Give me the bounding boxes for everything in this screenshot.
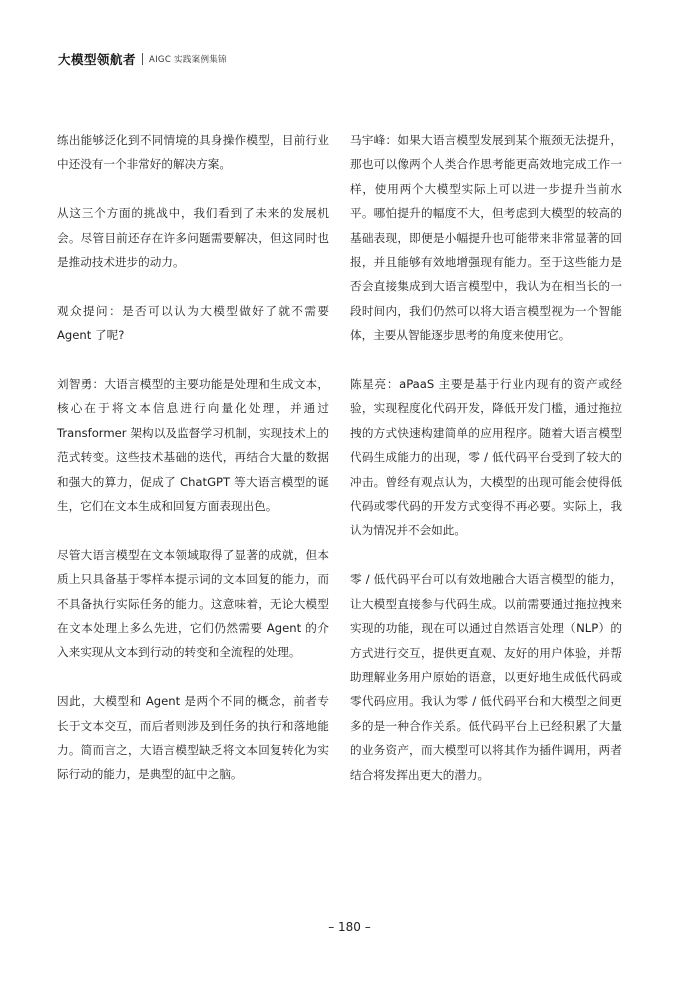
page-number: – 180 –	[328, 920, 371, 934]
right-paragraph-3: 零 / 低代码平台可以有效地融合大语言模型的能力，让大模型直接参与代码生成。以前需要通过拖拉拽来实现的功能，现在可以通过自然语言处理（NLP）的方式进行交互，提供更直观、友好的用户体验，并帮助理解业务用户原始的语意，以更好地生成低代码或零代码应用。我认为零 / 低代码平台和大模型之间更多的是一种合作关系。低代码平台上已经积累了大量的业务资产，而大模型可以将其作为插件调用，两者结合将发挥出更大的潜力。	[350, 572, 622, 782]
header-subtitle: AIGC 实践案例集锦	[149, 55, 227, 65]
header-divider	[142, 53, 143, 65]
page-header	[58, 50, 227, 68]
right-column	[350, 128, 622, 787]
left-paragraph-1: 练出能够泛化到不同情境的具身操作模型，目前行业中还没有一个非常好的解决方案。	[57, 133, 329, 172]
left-paragraph-2: 从这三个方面的挑战中，我们看到了未来的发展机会。尽管目前还存在许多问题需要解决，但这同时也是推动技术进步的动力。	[57, 206, 329, 270]
right-paragraph-chen-xingliang: 陈星亮：aPaaS 主要是基于行业内现有的资产或经验，实现程度化代码开发，降低开发门槛，通过拖拉拽的方式快速构建简单的应用程序。随着大语言模型代码生成能力的出现，零 / 低代码平台受到了较大的冲击。曾经有观点认为，大模型的出现可能会使得低代码或零代码的开发方式变得不再必要。实际上，我认为情况并不会如此。	[350, 377, 622, 538]
left-paragraph-liu-zhiyong: 刘智勇：大语言模型的主要功能是处理和生成文本，核心在于将文本信息进行向量化处理，并通过 Transformer 架构以及监督学习机制，实现技术上的范式转变。这些技术基础的迭代，再结合大量的数据和强大的算力，促成了 ChatGPT 等大语言模型的诞生，它们在文本生成和回复方面表现出色。	[57, 377, 329, 514]
audience-question: 观众提问：是否可以认为大模型做好了就不需要 Agent 了呢?	[57, 303, 329, 343]
left-paragraph-5: 尽管大语言模型在文本领域取得了显著的成就，但本质上只具备基于零样本提示词的文本回复的能力，而不具备执行实际任务的能力。这意味着，无论大模型在文本处理上多么先进，它们仍然需要 Agent 的介入来实现从文本到行动的转变和全流程的处理。	[57, 547, 329, 660]
left-column	[57, 128, 329, 787]
right-paragraph-ma-yufeng: 马宇峰：如果大语言模型发展到某个瓶颈无法提升，那也可以像两个人类合作思考能更高效地完成工作一样，使用两个大模型实际上可以进一步提升当前水平。哪怕提升的幅度不大，但考虑到大模型的较高的基础表现，即便是小幅提升也可能带来非常显著的回报，并且能够有效地增强现有能力。至于这些能力是否会直接集成到大语言模型中，我认为在相当长的一段时间内，我们仍然可以将大语言模型视为一个智能体，主要从智能逐步思考的角度来使用它。	[350, 133, 622, 343]
left-paragraph-6: 因此，大模型和 Agent 是两个不同的概念，前者专长于文本交互，而后者则涉及到任务的执行和落地能力。简而言之，大语言模型缺乏将文本回复转化为实际行动的能力，是典型的缸中之脑。	[57, 694, 329, 782]
header-brand: 大模型领航者	[58, 52, 137, 67]
